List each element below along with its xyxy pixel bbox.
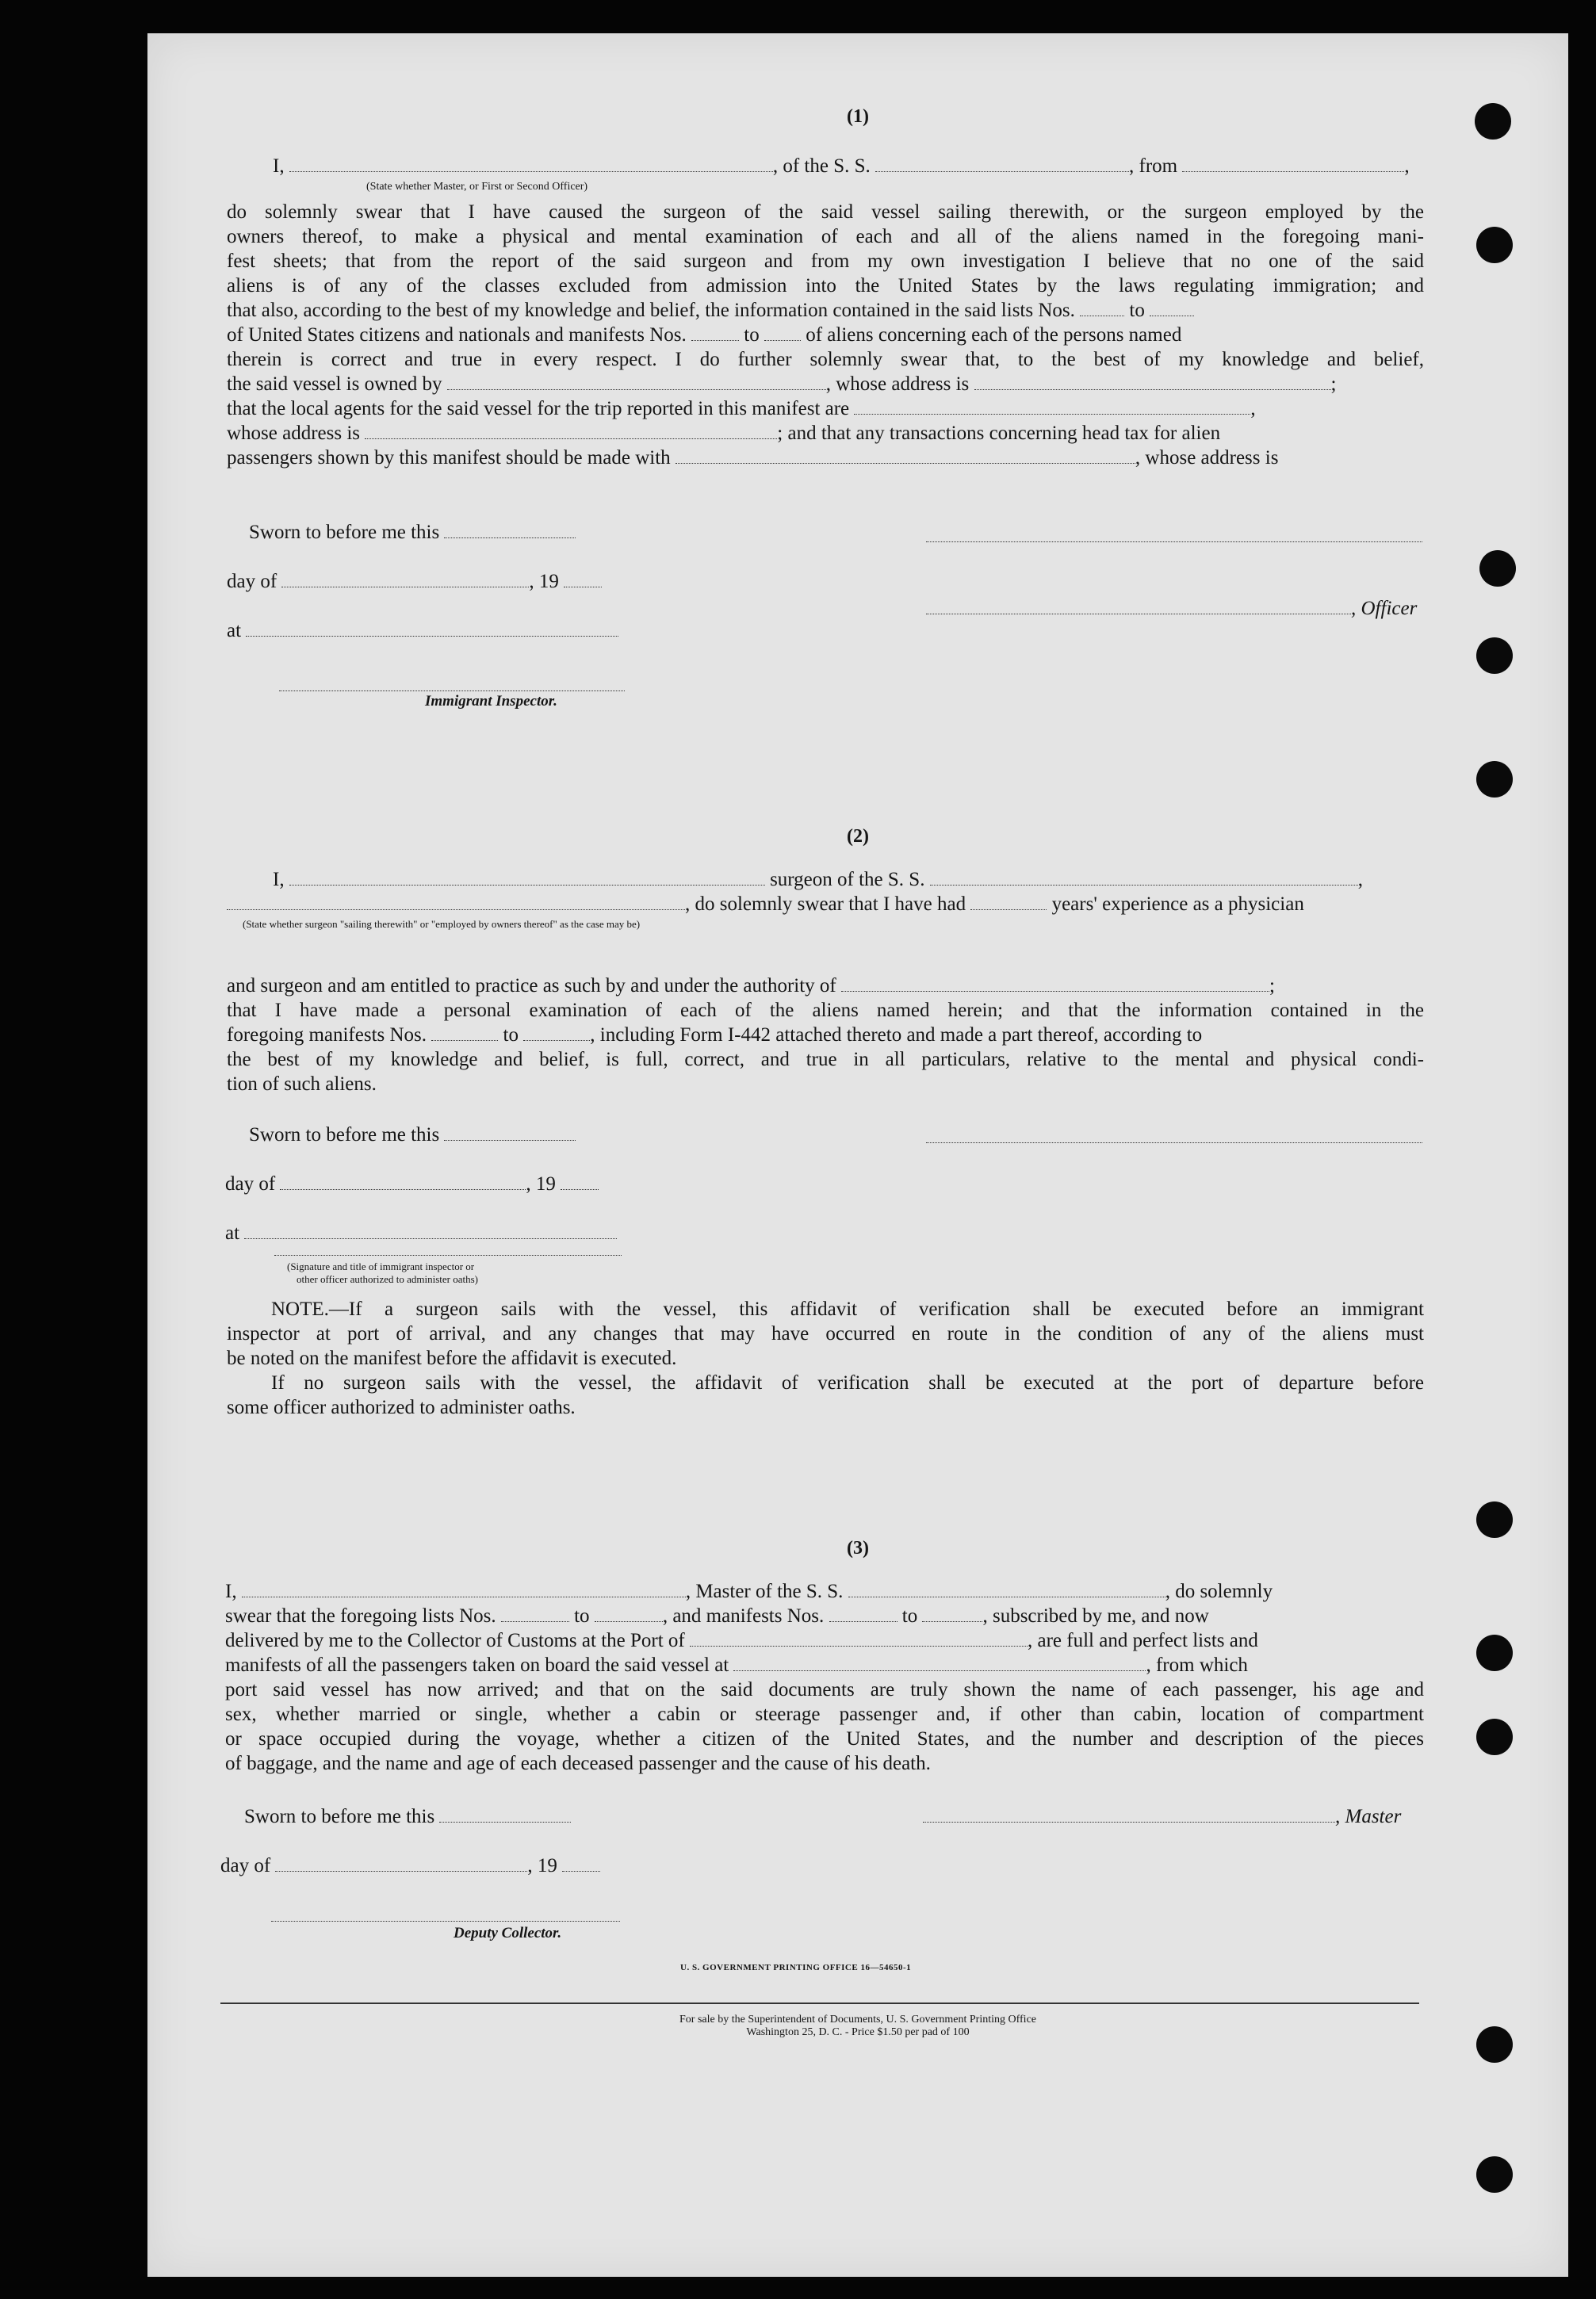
s1-text: of aliens concerning each of the persons named: [806, 324, 1182, 346]
note-text: NOTE.—If a surgeon sails with the vessel, this affidavit of verification shall be executed before an immigrant: [271, 1299, 1424, 1320]
punch-hole: [1476, 637, 1513, 674]
s1-text: day of: [227, 571, 277, 592]
s3-line-5: port said vessel has now arrived; and that on the said documents are truly shown the name of each passenger, his age and: [225, 1679, 1424, 1700]
list-from-field[interactable]: [1080, 298, 1124, 316]
s1-day-of: [227, 569, 702, 594]
s3-text: , 19: [527, 1855, 557, 1876]
s3-text: to: [574, 1605, 590, 1627]
s1-body-line: fest sheets; that from the report of the said surgeon and from my own investigation I believe that no one of the said: [227, 251, 1424, 272]
s3-text: , and manifests Nos.: [662, 1605, 825, 1627]
s2-line-5: [227, 1023, 1424, 1047]
owner-field[interactable]: [447, 372, 826, 390]
s3-day-of-month-field[interactable]: [275, 1853, 527, 1872]
s1-text: of United States citizens and nationals and manifests Nos.: [227, 324, 687, 346]
s2-vessel-field[interactable]: [930, 867, 1358, 886]
s2-sworn: [249, 1123, 725, 1147]
s3-line-3: [225, 1628, 1424, 1653]
s1-sworn: [249, 520, 725, 545]
manifest-from-field[interactable]: [691, 323, 739, 341]
s2-line-7: tion of such aliens.: [227, 1073, 377, 1095]
sworn-date-field[interactable]: [444, 520, 576, 538]
s1-text: that also, according to the best of my knowledge and belief, the information contained in the said lists Nos.: [227, 300, 1075, 321]
note-line-2: inspector at port of arrival, and any changes that may have occurred en route in the condition of any of the aliens must: [227, 1323, 1424, 1345]
s1-officer-line: [926, 596, 1433, 621]
master-signature-line[interactable]: [923, 1804, 1335, 1823]
punch-hole: [1479, 550, 1516, 587]
s1-text: , of the S. S.: [772, 155, 871, 177]
s2-text: ,: [1357, 869, 1363, 890]
officer-label: , Officer: [1351, 598, 1418, 619]
s3-manifest-to-field[interactable]: [922, 1604, 982, 1622]
collector-signature-line[interactable]: [271, 1920, 620, 1922]
s2-sworn-date-field[interactable]: [444, 1123, 576, 1141]
surgeon-status-field[interactable]: [227, 892, 685, 910]
s1-text: whose address is: [227, 423, 361, 444]
s2-manifest-from-field[interactable]: [431, 1023, 498, 1041]
s2-text: I,: [273, 869, 285, 890]
section-1-number: (1): [847, 106, 869, 127]
s2-inspector-signature-line[interactable]: [274, 1254, 622, 1256]
s3-text: day of: [220, 1855, 271, 1876]
s2-text: ;: [1269, 975, 1275, 996]
s2-manifest-to-field[interactable]: [523, 1023, 590, 1041]
s3-text: to: [901, 1605, 918, 1627]
s1-line-10: [227, 396, 1424, 421]
note-line-1: [271, 1297, 1424, 1322]
s1-text: to: [744, 324, 760, 346]
s2-line-4: that I have made a personal examination of each of the aliens named herein; and that the information contained in the: [227, 1000, 1424, 1021]
list-to-field[interactable]: [1150, 298, 1194, 316]
footer-line-2: Washington 25, D. C. - Price $1.50 per pad of 100: [746, 2026, 970, 2038]
year-field[interactable]: [564, 569, 602, 587]
printing-office-line: U. S. GOVERNMENT PRINTING OFFICE 16—54650-1: [680, 1963, 912, 1972]
officer-title-field[interactable]: [926, 596, 1351, 614]
owner-address-field[interactable]: [974, 372, 1331, 390]
s1-text: ,: [1250, 398, 1256, 419]
surgeon-name-field[interactable]: [289, 867, 765, 886]
s3-text: delivered by me to the Collector of Customs at the Port of: [225, 1630, 685, 1651]
signature-note-line-1: (Signature and title of immigrant inspector or: [287, 1260, 475, 1272]
at-place-field[interactable]: [246, 618, 618, 637]
master-name-field[interactable]: [242, 1579, 686, 1597]
s2-text: and surgeon and am entitled to practice as such by and under the authority of: [227, 975, 836, 996]
s3-text: Sworn to before me this: [244, 1806, 435, 1827]
s3-year-field[interactable]: [562, 1853, 600, 1872]
signature-note-line-2: other officer authorized to administer oaths): [297, 1273, 478, 1285]
s1-text: at: [227, 620, 242, 641]
officer-signature-line[interactable]: [926, 541, 1422, 542]
s3-text: manifests of all the passengers taken on board the said vessel at: [225, 1654, 729, 1676]
s3-text: swear that the foregoing lists Nos.: [225, 1605, 496, 1627]
s2-text: , do solemnly swear that I have had: [685, 893, 966, 915]
inspector-signature-line[interactable]: [279, 690, 625, 691]
s2-day-of: [225, 1172, 701, 1196]
day-of-month-field[interactable]: [281, 569, 529, 587]
officer-name-field[interactable]: [289, 154, 773, 172]
s2-text: years' experience as a physician: [1051, 893, 1304, 915]
punch-hole: [1476, 2156, 1513, 2193]
manifest-to-field[interactable]: [764, 323, 801, 341]
master-label: , Master: [1335, 1806, 1402, 1827]
punch-hole: [1476, 227, 1513, 263]
s3-list-to-field[interactable]: [595, 1604, 663, 1622]
s1-line-11: [227, 421, 1424, 446]
footer-rule: [220, 2003, 1419, 2004]
s2-text: day of: [225, 1173, 276, 1195]
s2-line-6: the best of my knowledge and belief, is full, correct, and true in all particulars, relative to the mental and physical condi-: [227, 1049, 1424, 1070]
s3-list-from-field[interactable]: [501, 1604, 569, 1622]
punch-hole: [1476, 1719, 1513, 1755]
s2-year-field[interactable]: [561, 1172, 599, 1190]
s1-text: that the local agents for the said vessel for the trip reported in this manifest are: [227, 398, 850, 419]
s3-sworn-date-field[interactable]: [439, 1804, 571, 1823]
s1-body-line: do solemnly swear that I have caused the surgeon of the said vessel sailing therewith, or the surgeon employed by the: [227, 201, 1424, 223]
s2-at-place-field[interactable]: [244, 1221, 617, 1239]
s1-line-8: therein is correct and true in every respect. I do further solemnly swear that, to the best of my knowledge and belief,: [227, 349, 1424, 370]
s3-manifest-from-field[interactable]: [829, 1604, 898, 1622]
vessel-name-field[interactable]: [875, 154, 1129, 172]
surgeon-note: (State whether surgeon "sailing therewith" or "employed by owners thereof" as the case may be): [243, 918, 641, 930]
s2-line-2: [227, 892, 1424, 916]
s1-text: , whose address is: [825, 373, 970, 395]
note-line-4: [271, 1371, 1424, 1395]
s2-text: at: [225, 1222, 240, 1244]
s2-text: surgeon of the S. S.: [770, 869, 925, 890]
s3-text: , subscribed by me, and now: [982, 1605, 1209, 1627]
s3-text: , from which: [1146, 1654, 1248, 1676]
s1-body-line: owners thereof, to make a physical and mental examination of each and all of the aliens named in the foregoing mani-: [227, 226, 1424, 247]
punch-hole: [1476, 761, 1513, 798]
s1-text: ; and that any transactions concerning head tax for alien: [777, 423, 1221, 444]
s2-text: , 19: [526, 1173, 556, 1195]
s1-text: Sworn to before me this: [249, 522, 440, 543]
punch-hole: [1476, 1635, 1513, 1671]
s3-line-6: sex, whether married or single, whether a cabin or steerage passenger and, if other than cabin, location of compartment: [225, 1704, 1424, 1725]
s3-day-of: [220, 1853, 696, 1878]
departure-port-field[interactable]: [1182, 154, 1404, 172]
s2-text: to: [503, 1024, 519, 1046]
years-experience-field[interactable]: [970, 892, 1047, 910]
s3-vessel-field[interactable]: [848, 1579, 1165, 1597]
s1-line-9: [227, 372, 1424, 396]
s3-text: I,: [225, 1581, 237, 1602]
footer-line-1: For sale by the Superintendent of Documents, U. S. Government Printing Office: [679, 2014, 1036, 2025]
s1-text: to: [1129, 300, 1145, 321]
agents-address-field[interactable]: [365, 421, 777, 439]
s1-text: ;: [1330, 373, 1337, 395]
surgeon-signature-line[interactable]: [926, 1142, 1422, 1143]
s1-text: , from: [1129, 155, 1178, 177]
s1-text: the said vessel is owned by: [227, 373, 442, 395]
s1-text: ,: [1404, 155, 1410, 177]
s2-text: Sworn to before me this: [249, 1124, 440, 1146]
s1-text: passengers shown by this manifest should be made with: [227, 447, 671, 469]
s3-line-7: or space occupied during the voyage, whether a citizen of the United States, and the number and description of the pieces: [225, 1728, 1424, 1750]
s2-day-of-month-field[interactable]: [280, 1172, 526, 1190]
s3-text: , are full and perfect lists and: [1028, 1630, 1258, 1651]
s1-at: [227, 618, 702, 643]
section-3-number: (3): [847, 1538, 869, 1559]
s1-line-7: [227, 323, 1424, 347]
authority-field[interactable]: [841, 974, 1269, 992]
section-2-number: (2): [847, 826, 869, 847]
s3-master-line: [923, 1804, 1430, 1829]
s2-at: [225, 1221, 701, 1245]
s2-text: , including Form I-442 attached thereto and made a part thereof, according to: [590, 1024, 1203, 1046]
note-line-5: some officer authorized to administer oaths.: [227, 1397, 576, 1418]
note-line-3: be noted on the manifest before the affidavit is executed.: [227, 1348, 677, 1369]
customs-port-field[interactable]: [690, 1628, 1028, 1647]
deputy-collector-label: Deputy Collector.: [454, 1925, 562, 1941]
s2-line-1: [273, 867, 1446, 892]
s3-text: , do solemnly: [1165, 1581, 1273, 1602]
s1-line-6: [227, 298, 1424, 323]
note-text: If no surgeon sails with the vessel, the affidavit of verification shall be executed at the port of departure before: [271, 1372, 1424, 1394]
s3-line-4: [225, 1653, 1424, 1677]
s1-body-line: aliens is of any of the classes excluded from admission into the United States by the laws regulating immigration; and: [227, 275, 1424, 296]
s3-line-2: [225, 1604, 1424, 1628]
s3-line-8: of baggage, and the name and age of each deceased passenger and the cause of his death.: [225, 1753, 931, 1774]
s2-text: foregoing manifests Nos.: [227, 1024, 427, 1046]
s3-sworn: [244, 1804, 720, 1829]
s1-text: , 19: [529, 571, 559, 592]
embarkation-port-field[interactable]: [733, 1653, 1146, 1671]
immigrant-inspector-label: Immigrant Inspector.: [425, 693, 557, 710]
s3-text: , Master of the S. S.: [685, 1581, 844, 1602]
s1-text: , whose address is: [1135, 447, 1279, 469]
s1-line-1: [273, 154, 1446, 178]
punch-hole: [1476, 1501, 1513, 1538]
officer-note: (State whether Master, or First or Second Officer): [366, 181, 588, 193]
s1-text: I,: [273, 155, 285, 177]
form-page: [147, 33, 1568, 2277]
s2-line-3: [227, 974, 1424, 998]
head-tax-contact-field[interactable]: [676, 446, 1135, 464]
local-agents-field[interactable]: [854, 396, 1250, 415]
s3-line-1: [225, 1579, 1424, 1604]
s1-line-12: [227, 446, 1424, 470]
